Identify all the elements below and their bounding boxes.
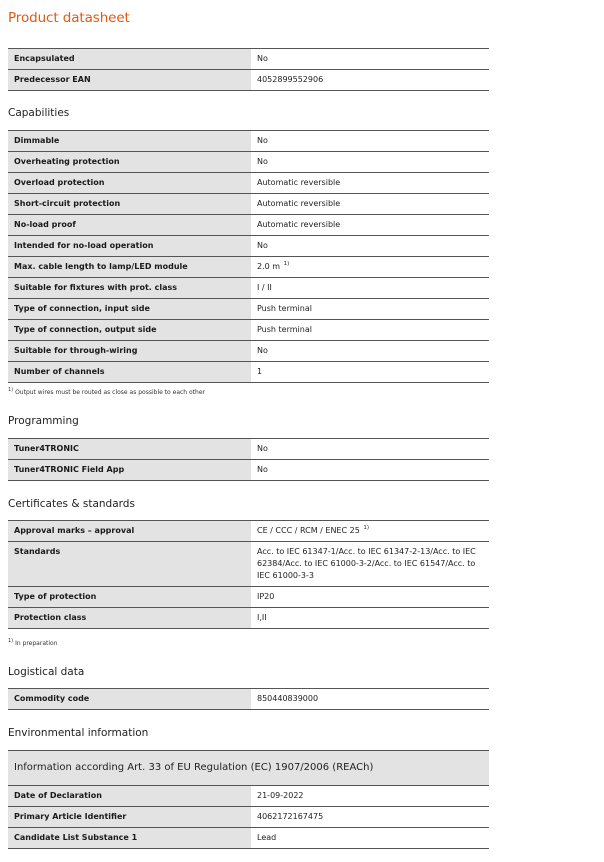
environmental-heading: Environmental information — [8, 727, 149, 739]
table-row — [8, 257, 489, 278]
row-value-text: Acc. to IEC 61347-1/Acc. to IEC 61347-2-13/Acc. to IEC 62384/Acc. to IEC 61000-3-2/Acc. to IEC 61547/Acc. to IEC 61000-3-3 — [257, 547, 476, 580]
row-value-text: No — [257, 241, 268, 250]
row-label: Tuner4TRONIC Field App — [8, 460, 251, 481]
row-value — [251, 152, 489, 173]
table-row — [8, 521, 489, 542]
row-value-text: I,II — [257, 613, 267, 622]
datasheet-title: Product datasheet — [8, 10, 130, 26]
footnote-text: In preparation — [15, 640, 58, 647]
row-value-text: Push terminal — [257, 325, 312, 334]
row-value-text: I / II — [257, 283, 272, 292]
row-value — [251, 70, 489, 91]
row-value — [251, 173, 489, 194]
table-row — [8, 299, 489, 320]
row-value-text: IP20 — [257, 592, 275, 601]
row-value — [251, 49, 489, 70]
table-row — [8, 278, 489, 299]
table-row — [8, 608, 489, 629]
row-value — [251, 278, 489, 299]
logistical-heading: Logistical data — [8, 666, 85, 678]
row-value-text: No — [257, 157, 268, 166]
table-row — [8, 49, 489, 70]
table-row — [8, 236, 489, 257]
row-label: Overload protection — [8, 173, 251, 194]
table-row — [8, 807, 489, 828]
row-value-text: No — [257, 444, 268, 453]
reach-heading: Information according Art. 33 of EU Regulation (EC) 1907/2006 (REACh) — [8, 750, 489, 786]
certificates-table — [8, 520, 489, 629]
table-row — [8, 362, 489, 383]
table-row — [8, 131, 489, 152]
table-row — [8, 786, 489, 807]
row-label: Dimmable — [8, 131, 251, 152]
row-label: Type of protection — [8, 587, 251, 608]
programming-table — [8, 438, 489, 481]
footnote-mark: 1) — [8, 387, 14, 393]
table-row — [8, 439, 489, 460]
table-row — [8, 320, 489, 341]
row-value — [251, 689, 489, 710]
capabilities-footnote — [8, 386, 205, 400]
row-value — [251, 131, 489, 152]
row-value — [251, 299, 489, 320]
table-row — [8, 70, 489, 91]
row-label: Suitable for through-wiring — [8, 341, 251, 362]
certificates-heading: Certificates & standards — [8, 498, 135, 510]
row-label: Protection class — [8, 608, 251, 629]
row-value — [251, 521, 489, 542]
row-value-text: No — [257, 136, 268, 145]
row-label: Date of Declaration — [8, 786, 251, 807]
row-label: Intended for no-load operation — [8, 236, 251, 257]
table-row — [8, 587, 489, 608]
logistical-table — [8, 688, 489, 710]
row-value-text: Automatic reversible — [257, 199, 341, 208]
capabilities-heading: Capabilities — [8, 107, 70, 119]
row-value — [251, 439, 489, 460]
row-value — [251, 460, 489, 481]
row-value — [251, 542, 489, 587]
row-value-text: No — [257, 465, 268, 474]
row-value-text: Lead — [257, 833, 277, 842]
row-value — [251, 194, 489, 215]
table-row — [8, 173, 489, 194]
programming-heading: Programming — [8, 415, 79, 427]
row-value — [251, 257, 489, 278]
row-label: Approval marks – approval — [8, 521, 251, 542]
row-label: Commodity code — [8, 689, 251, 710]
row-value — [251, 215, 489, 236]
row-label: Tuner4TRONIC — [8, 439, 251, 460]
row-label: Primary Article Identifier — [8, 807, 251, 828]
row-value — [251, 807, 489, 828]
environmental-table — [8, 785, 489, 849]
table-row — [8, 689, 489, 710]
row-value — [251, 608, 489, 629]
row-label: No-load proof — [8, 215, 251, 236]
table-row — [8, 215, 489, 236]
table-row — [8, 828, 489, 849]
table-row — [8, 341, 489, 362]
row-label: Suitable for fixtures with prot. class — [8, 278, 251, 299]
footnote-ref: 1) — [283, 261, 290, 268]
capabilities-table — [8, 130, 489, 383]
table-row — [8, 460, 489, 481]
row-value-text: 4062172167475 — [257, 812, 324, 821]
table-row — [8, 542, 489, 587]
footnote-ref: 1) — [363, 525, 369, 532]
row-value-text: 21-09-2022 — [257, 791, 304, 800]
row-value-text: 4052899552906 — [257, 75, 324, 84]
row-value-text: CE / CCC / RCM / ENEC 25 — [257, 526, 360, 535]
row-label: Number of channels — [8, 362, 251, 383]
row-value — [251, 341, 489, 362]
row-value-text: 850440839000 — [257, 694, 319, 703]
row-value — [251, 786, 489, 807]
row-value-text: Automatic reversible — [257, 220, 341, 229]
row-value-text: 1 — [257, 367, 263, 376]
row-value — [251, 320, 489, 341]
row-label: Type of connection, input side — [8, 299, 251, 320]
row-value — [251, 828, 489, 849]
footnote-text: Output wires must be routed as close as possible to each other — [15, 389, 205, 396]
row-label: Short-circuit protection — [8, 194, 251, 215]
row-label: Standards — [8, 542, 251, 587]
row-value-text: No — [257, 54, 268, 63]
footnote-mark: 1) — [8, 638, 14, 644]
row-label: Type of connection, output side — [8, 320, 251, 341]
table-row — [8, 194, 489, 215]
row-value-text: Automatic reversible — [257, 178, 341, 187]
row-value-text: 2.0 m — [257, 262, 281, 271]
row-label: Overheating protection — [8, 152, 251, 173]
row-value — [251, 362, 489, 383]
row-label: Max. cable length to lamp/LED module — [8, 257, 251, 278]
general-table — [8, 48, 489, 91]
certificates-footnote — [8, 637, 58, 651]
row-value — [251, 587, 489, 608]
row-label: Candidate List Substance 1 — [8, 828, 251, 849]
row-value-text: Push terminal — [257, 304, 312, 313]
row-label: Predecessor EAN — [8, 70, 251, 91]
row-value-text: No — [257, 346, 268, 355]
table-row — [8, 152, 489, 173]
row-label: Encapsulated — [8, 49, 251, 70]
row-value — [251, 236, 489, 257]
